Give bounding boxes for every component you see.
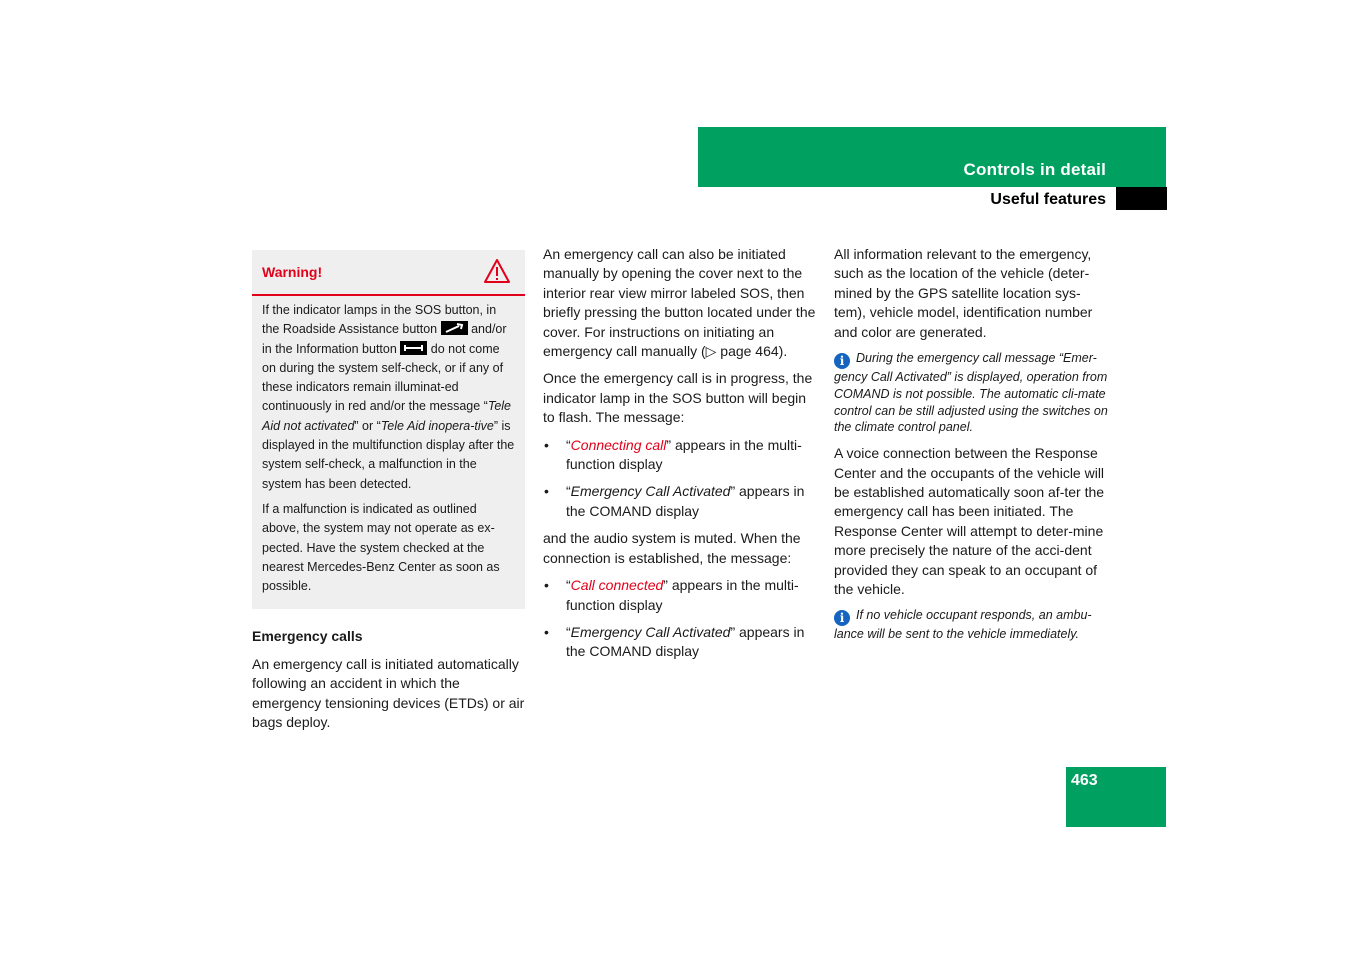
column-1 [252, 250, 525, 740]
information-button-icon [400, 341, 427, 355]
body-paragraph: Once the emergency call is in progress, the indicator lamp in the SOS button will begin to flash. The message: [543, 370, 813, 426]
section-title: Controls in detail [963, 160, 1106, 179]
message-list [543, 576, 816, 662]
list-item: • “Connecting call” appears in the multi-function display [543, 436, 816, 475]
message-tele-aid-not-activated: Tele Aid not activated [262, 399, 511, 433]
warning-text: ” is displayed in the multifunction display after the system self-check, a malfunction in the system has been detected. [262, 418, 515, 491]
message-list [543, 436, 816, 522]
section-subtitle: Useful features [990, 191, 1106, 208]
message-emergency-call-activated: Emergency Call Activated [570, 623, 731, 640]
list-item: • “Emergency Call Activated” appears in the COMAND display [543, 623, 816, 662]
warning-paragraph: If a malfunction is indicated as outlined above, the system may not operate as ex-pected. Have the system checked at the nearest Mercedes-Benz Center as soon as possible. [262, 501, 500, 594]
warning-text: do not come on during the system self-check, or if any of these indicators remain illuminat-ed continuously in red and/or the message “ [262, 341, 504, 414]
warning-title: Warning! [262, 264, 323, 280]
column-3 [834, 245, 1110, 651]
section-heading: Emergency calls [252, 628, 363, 645]
list-item: • “Call connected” appears in the multi-function display [543, 576, 816, 615]
info-note-text: If no vehicle occupant responds, an ambu-lance will be sent to the vehicle immediately. [834, 608, 1092, 642]
body-paragraph: All information relevant to the emergency, such as the location of the vehicle (deter-mined by the GPS satellite location sys-tem), vehicle model, identification number and color are generated. [834, 246, 1093, 340]
message-emergency-call-activated: Emergency Call Activated [570, 483, 731, 500]
warning-text: and/or in the Information button [262, 322, 507, 356]
warning-paragraph [262, 301, 515, 494]
page-number: 463 [1071, 772, 1098, 789]
warning-body [252, 296, 525, 596]
warning-text: If the indicator lamps in the SOS button, in the Roadside Assistance button [262, 303, 497, 337]
roadside-assistance-button-icon [441, 321, 468, 335]
warning-triangle-icon [483, 258, 511, 284]
info-note [834, 350, 1110, 436]
body-paragraph: A voice connection between the Response Center and the occupants of the vehicle will be established automatically soon af-ter the emergency call has been initiated. The Response Center will attempt to deter-mine more precisely the nature of the acci-dent provided they can speak to an occupant of the vehicle. [834, 445, 1105, 598]
column-2 [543, 245, 816, 670]
message-connecting-call: Connecting call [570, 436, 667, 453]
message-call-connected: Call connected [570, 577, 664, 594]
warning-header [252, 250, 525, 296]
info-icon: i [834, 353, 850, 369]
header-tab-marker [1116, 187, 1167, 210]
body-paragraph: and the audio system is muted. When the connection is established, the message: [543, 530, 801, 566]
info-icon: i [834, 610, 850, 626]
info-note-text: During the emergency call message “Emer-gency Call Activated” is displayed, operation from COMAND is not possible. The automatic cli-mate control can be still adjusted using the switches on the climate control panel. [834, 351, 1108, 435]
warning-text: ” or “ [354, 418, 381, 433]
warning-box [252, 250, 525, 609]
list-item: • “Emergency Call Activated” appears in the COMAND display [543, 482, 816, 521]
info-note [834, 607, 1110, 643]
body-paragraph: An emergency call can also be initiated manually by opening the cover next to the interior rear view mirror labeled SOS, then briefly pressing the button located under the cover. For instructions on initiating an emergency call manually (▷ page 464). [543, 246, 816, 360]
body-paragraph: An emergency call is initiated automatically following an accident in which the emergency tensioning devices (ETDs) or air bags deploy. [252, 655, 525, 731]
message-tele-aid-inoperative: Tele Aid inopera-tive [380, 418, 494, 433]
